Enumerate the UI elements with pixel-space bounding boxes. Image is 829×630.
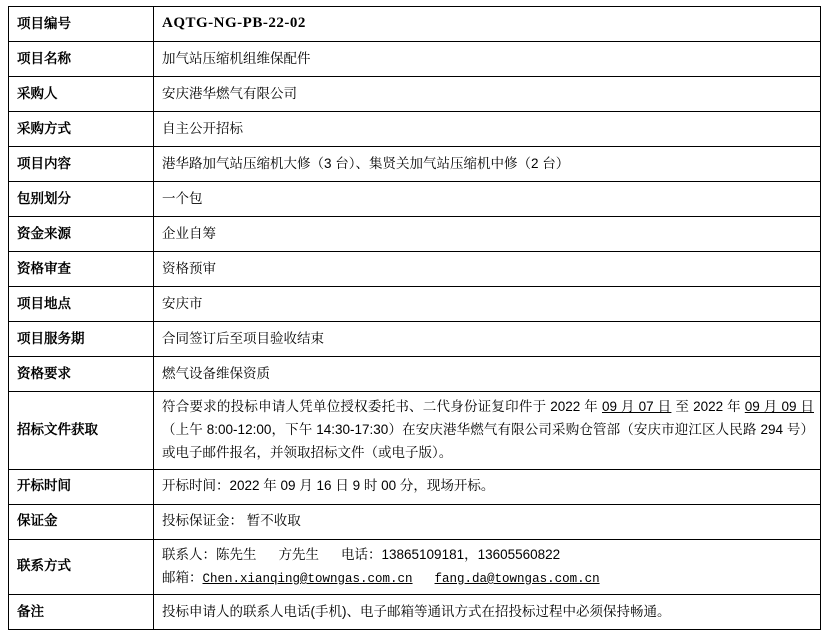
- remark-value: 投标申请人的联系人电话(手机)、电子邮箱等通讯方式在招投标过程中必须保持畅通。: [154, 595, 821, 630]
- contact-person-2: 方先生: [278, 546, 319, 562]
- row-value: 合同签订后至项目验收结束: [154, 322, 821, 357]
- row-value: 一个包: [154, 182, 821, 217]
- table-row-remark: [9, 595, 821, 630]
- contact-phone-label: 电话：: [341, 546, 382, 562]
- row-label: 项目服务期: [9, 322, 154, 357]
- table-row-deposit: [9, 504, 821, 539]
- bid-info-table: [8, 6, 821, 630]
- acq-date-start: 09 月 07 日: [601, 399, 672, 414]
- row-value: 企业自筹: [154, 217, 821, 252]
- row-value: 安庆港华燃气有限公司: [154, 77, 821, 112]
- table-row: [9, 7, 821, 42]
- row-value: 加气站压缩机组维保配件: [154, 42, 821, 77]
- table-row: [9, 252, 821, 287]
- row-label: 资格审查: [9, 252, 154, 287]
- open-time-value: 开标时间：2022 年 09 月 16 日 9 时 00 分，现场开标。: [154, 469, 821, 504]
- deposit-value: 投标保证金： 暂不收取: [154, 504, 821, 539]
- contact-person-1: 联系人：陈先生: [162, 546, 257, 562]
- table-row: [9, 217, 821, 252]
- row-label: 项目地点: [9, 287, 154, 322]
- row-label: 项目编号: [9, 7, 154, 42]
- row-value: 燃气设备维保资质: [154, 357, 821, 392]
- row-value: [154, 7, 821, 42]
- row-label: 项目名称: [9, 42, 154, 77]
- row-label: 开标时间: [9, 469, 154, 504]
- row-label: 资金来源: [9, 217, 154, 252]
- table-row: [9, 322, 821, 357]
- acq-date-end: 09 月 09 日: [744, 399, 814, 414]
- table-row: [9, 357, 821, 392]
- contact-email-2[interactable]: fang.da@towngas.com.cn: [434, 571, 600, 586]
- acq-seg-4: （上午 8:00-12:00，下午 14:30-17:30）在安庆港华燃气有限公司采购仓管部（安庆市迎江区人民路 294 号）或电子邮件报名，并领取招标文件（或电子版）。: [162, 421, 814, 460]
- contact-line-persons: [162, 544, 814, 567]
- table-body: [9, 7, 821, 630]
- row-label: 招标文件获取: [9, 392, 154, 470]
- table-row: [9, 77, 821, 112]
- row-label: 采购人: [9, 77, 154, 112]
- row-label: 采购方式: [9, 112, 154, 147]
- contact-line-emails: [162, 567, 814, 590]
- acq-seg-0: 符合要求的投标申请人凭单位授权委托书、二代身份证复印件于 2022 年: [162, 399, 602, 414]
- table-row: [9, 42, 821, 77]
- table-row-acquisition: [9, 392, 821, 470]
- project-code-value: AQTG-NG-PB-22-02: [162, 15, 306, 32]
- row-value: 资格预审: [154, 252, 821, 287]
- table-row-contact: [9, 539, 821, 594]
- acquisition-value: [154, 392, 821, 470]
- row-label: 联系方式: [9, 539, 154, 594]
- table-row-open-time: [9, 469, 821, 504]
- row-label: 包别划分: [9, 182, 154, 217]
- contact-value: [154, 539, 821, 594]
- row-label: 备注: [9, 595, 154, 630]
- row-value: 港华路加气站压缩机大修（3 台）、集贤关加气站压缩机中修（2 台）: [154, 147, 821, 182]
- table-row: [9, 182, 821, 217]
- table-row: [9, 147, 821, 182]
- table-row: [9, 112, 821, 147]
- contact-email-1[interactable]: Chen.xianqing@towngas.com.cn: [202, 571, 413, 586]
- row-label: 项目内容: [9, 147, 154, 182]
- contact-phone-numbers: 13865109181，13605560822: [381, 546, 561, 562]
- row-label: 资格要求: [9, 357, 154, 392]
- acq-seg-2: 至 2022 年: [671, 399, 745, 414]
- row-label: 保证金: [9, 504, 154, 539]
- row-value: 自主公开招标: [154, 112, 821, 147]
- table-row: [9, 287, 821, 322]
- row-value: 安庆市: [154, 287, 821, 322]
- contact-email-label: 邮箱：: [162, 569, 203, 585]
